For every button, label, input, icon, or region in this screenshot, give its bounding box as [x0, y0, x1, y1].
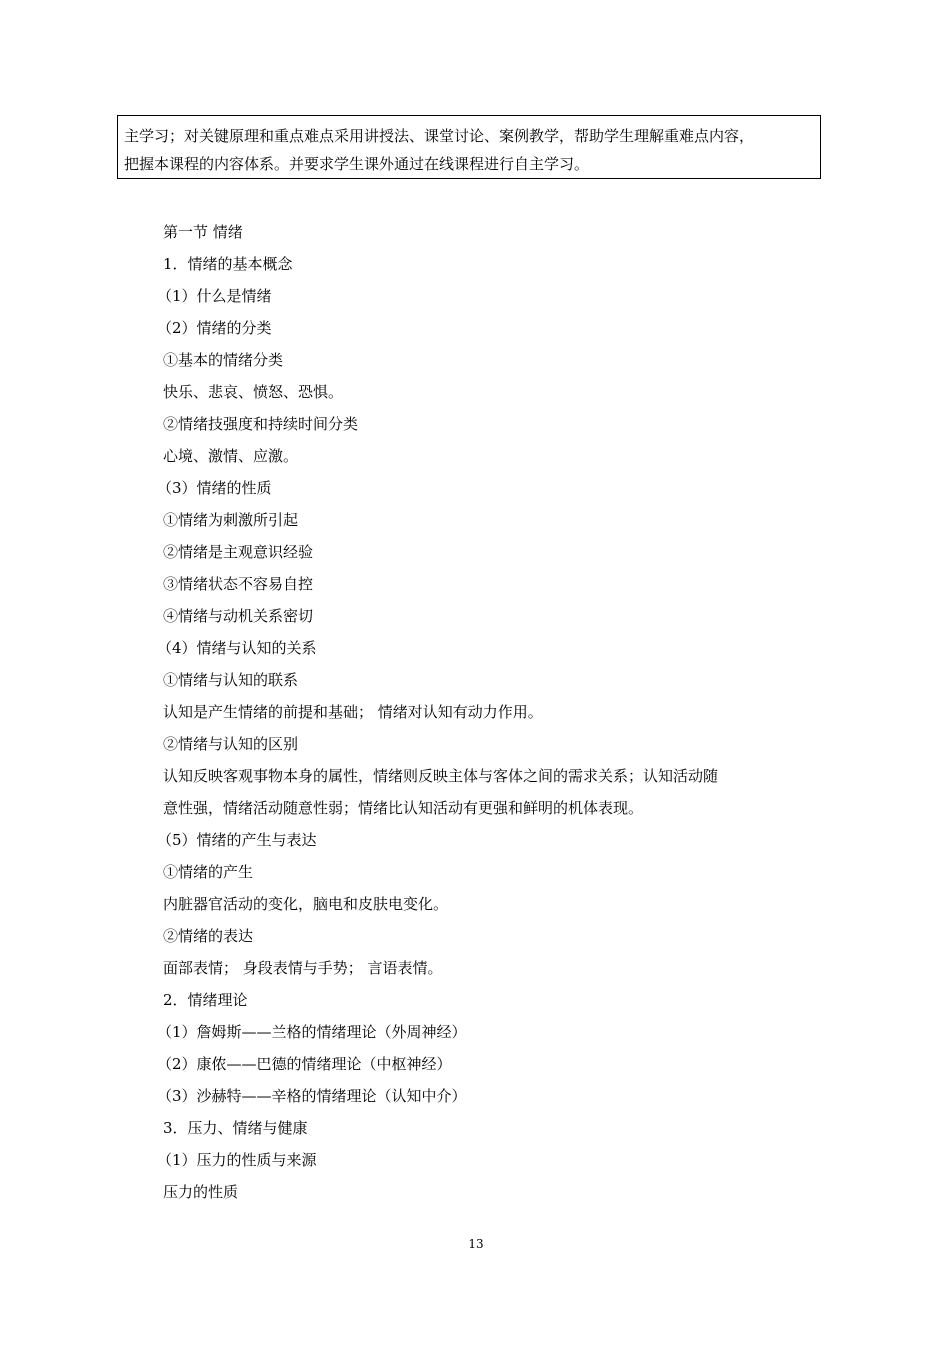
circled-item: ④情绪与动机关系密切	[163, 607, 314, 625]
sub-heading: （3）情绪的性质	[157, 479, 272, 497]
page-number: 13	[468, 1237, 484, 1251]
section-heading: 第一节 情绪	[163, 223, 243, 241]
body-text: 认知反映客观事物本身的属性，情绪则反映主体与客体之间的需求关系；认知活动随	[163, 767, 719, 785]
body-text: 内脏器官活动的变化，脑电和皮肤电变化。	[163, 895, 449, 913]
sub-heading: （1）什么是情绪	[157, 287, 272, 305]
body-text: 心境、激情、应激。	[163, 447, 299, 465]
body-text: 意性强，情绪活动随意性弱；情绪比认知活动有更强和鲜明的机体表现。	[163, 799, 644, 817]
sub-heading: （2）情绪的分类	[157, 319, 272, 337]
numbered-heading: 1．情绪的基本概念	[163, 255, 293, 273]
circled-item: ①情绪为刺激所引起	[163, 511, 299, 529]
numbered-heading: 2．情绪理论	[163, 991, 248, 1009]
sub-heading: （1）压力的性质与来源	[157, 1151, 317, 1169]
sub-heading: （2）康侬——巴德的情绪理论（中枢神经）	[157, 1055, 452, 1073]
circled-item: ①基本的情绪分类	[163, 351, 284, 369]
circled-item: ②情绪是主观意识经验	[163, 543, 314, 561]
body-text: 压力的性质	[163, 1183, 239, 1201]
numbered-heading: 3．压力、情绪与健康	[163, 1119, 308, 1137]
sub-heading: （1）詹姆斯——兰格的情绪理论（外周神经）	[157, 1023, 467, 1041]
body-text: 快乐、悲哀、愤怒、恐惧。	[163, 383, 344, 401]
teaching-method-box	[117, 115, 821, 179]
chapter-content	[157, 216, 803, 1208]
circled-item: ②情绪的表达	[163, 927, 254, 945]
circled-item: ②情绪与认知的区别	[163, 735, 299, 753]
circled-item: ①情绪与认知的联系	[163, 671, 299, 689]
sub-heading: （3）沙赫特——辛格的情绪理论（认知中介）	[157, 1087, 467, 1105]
circled-item: ②情绪技强度和持续时间分类	[163, 415, 359, 433]
sub-heading: （4）情绪与认知的关系	[157, 639, 317, 657]
circled-item: ①情绪的产生	[163, 863, 254, 881]
sub-heading: （5）情绪的产生与表达	[157, 831, 317, 849]
circled-item: ③情绪状态不容易自控	[163, 575, 314, 593]
body-text: 认知是产生情绪的前提和基础； 情绪对认知有动力作用。	[163, 703, 543, 721]
body-text: 面部表情； 身段表情与手势； 言语表情。	[163, 959, 443, 977]
box-line-2: 把握本课程的内容体系。并要求学生课外通过在线课程进行自主学习。	[124, 155, 590, 173]
box-line-1: 主学习；对关键原理和重点难点采用讲授法、课堂讨论、案例教学，帮助学生理解重难点内容，	[124, 127, 755, 145]
